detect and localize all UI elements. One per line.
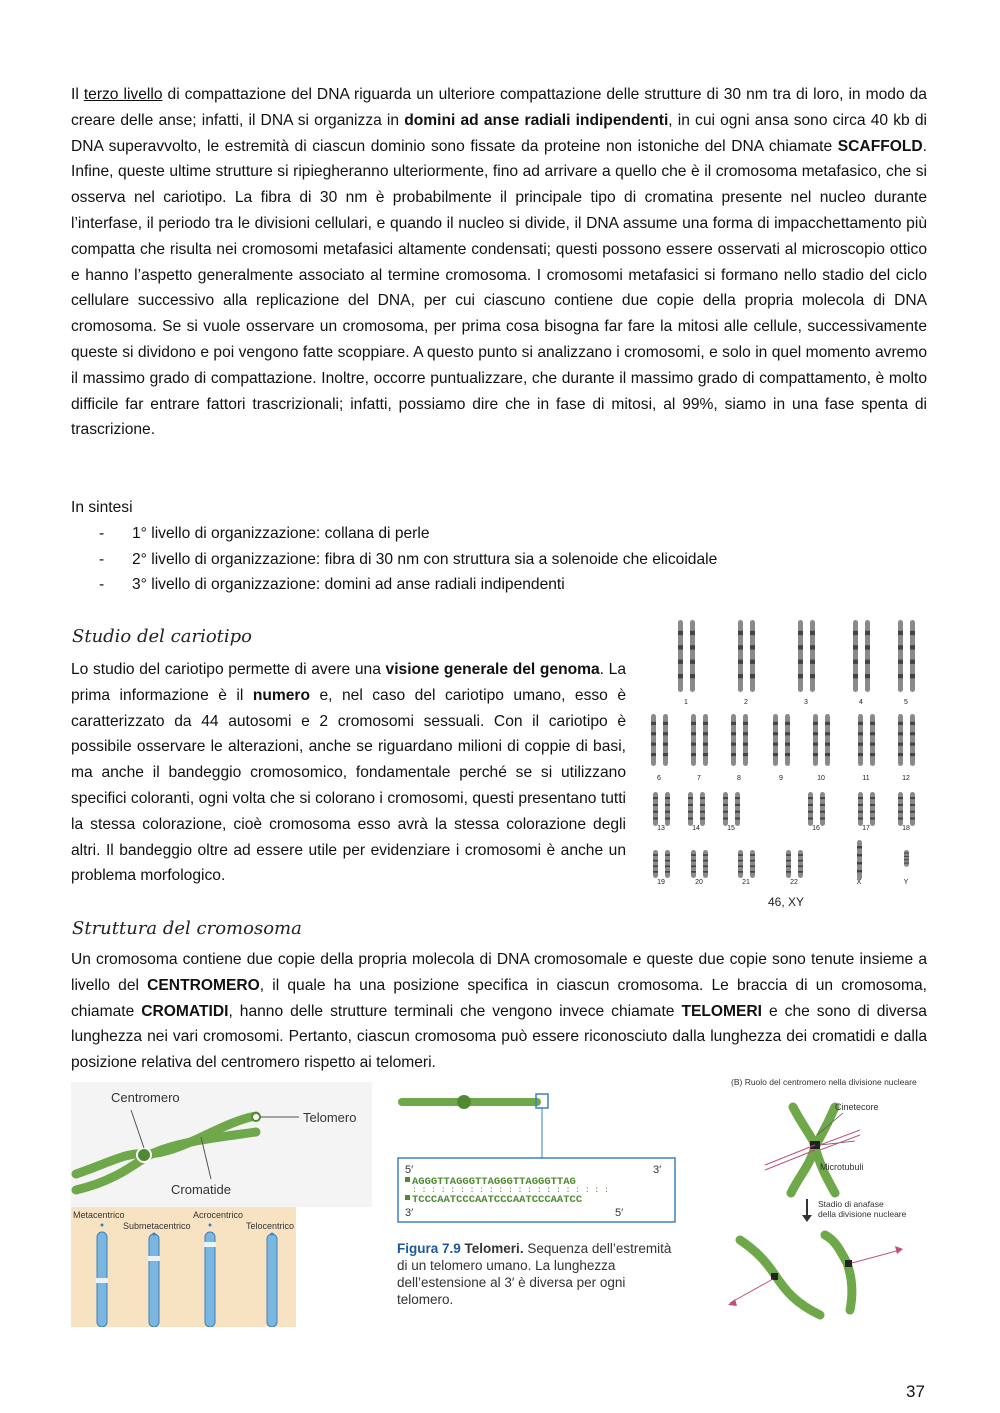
chromosome-band bbox=[808, 804, 813, 806]
chromosome bbox=[808, 792, 813, 826]
label-microtubuli: Microtubuli bbox=[820, 1162, 864, 1172]
chromosome-band bbox=[703, 753, 708, 756]
chromosome-band bbox=[898, 645, 903, 649]
chromosome-band bbox=[853, 660, 858, 664]
chromosome-band bbox=[690, 660, 695, 664]
chromosome-band bbox=[743, 743, 748, 746]
chromosome-band bbox=[904, 853, 909, 854]
chromosome-band bbox=[678, 674, 683, 678]
label-acrocentrico: Acrocentrico bbox=[193, 1210, 244, 1220]
chromosome-band bbox=[810, 631, 815, 635]
chromosome-label: X bbox=[856, 879, 862, 886]
chromosome-band bbox=[731, 722, 736, 725]
chromosome-band bbox=[750, 854, 755, 856]
chromosome-band bbox=[663, 722, 668, 725]
chromosome-band bbox=[785, 722, 790, 725]
chromosome-band bbox=[723, 797, 728, 799]
chromosome-band bbox=[723, 811, 728, 813]
chromosome bbox=[910, 620, 915, 692]
chromosome-band bbox=[910, 674, 915, 678]
label-cromatide: Cromatide bbox=[171, 1182, 231, 1197]
chromosome-band bbox=[703, 743, 708, 746]
chromosome-band bbox=[703, 860, 708, 862]
chromosome bbox=[738, 620, 743, 692]
chromosome-band bbox=[898, 732, 903, 735]
chromosome-band bbox=[738, 631, 743, 635]
chromosome-band bbox=[910, 797, 915, 799]
chromosome-band bbox=[735, 818, 740, 820]
chromosome-band bbox=[750, 645, 755, 649]
chromosome-label: 12 bbox=[902, 775, 910, 782]
chromosome bbox=[865, 620, 870, 692]
chromosome-band bbox=[858, 753, 863, 756]
chromosome-band bbox=[786, 871, 791, 873]
chromosome-band bbox=[808, 797, 813, 799]
chromosome-band bbox=[798, 631, 803, 635]
sequence-bottom: TCCCAATCCCAATCCCAATCCCAATCC bbox=[412, 1194, 583, 1206]
chromosome-band bbox=[703, 865, 708, 867]
chromosome-band bbox=[735, 797, 740, 799]
chromosome-band bbox=[870, 804, 875, 806]
karyotype-svg bbox=[641, 612, 931, 912]
bold-term: SCAFFOLD bbox=[837, 137, 923, 155]
chromosome-band bbox=[786, 860, 791, 862]
chromosome bbox=[703, 714, 708, 766]
chromosome-band bbox=[690, 631, 695, 635]
chromosome-band bbox=[858, 811, 863, 813]
chromosome-band bbox=[691, 854, 696, 856]
chromosome bbox=[723, 792, 728, 826]
chromosome-band bbox=[665, 871, 670, 873]
label-telocentrico: Telocentrico bbox=[246, 1221, 295, 1231]
label-metacentrico: Metacentrico bbox=[73, 1210, 125, 1220]
chromosome-band bbox=[813, 753, 818, 756]
chromosome-band bbox=[653, 871, 658, 873]
chromosome-band bbox=[731, 732, 736, 735]
chromosome-band bbox=[813, 722, 818, 725]
chromosome-band bbox=[700, 797, 705, 799]
page-number: 37 bbox=[906, 1382, 925, 1401]
chromosome bbox=[653, 792, 658, 826]
chromosome-band bbox=[700, 804, 705, 806]
chromosome-band bbox=[750, 860, 755, 862]
chromosome bbox=[853, 620, 858, 692]
chromosome-band bbox=[785, 732, 790, 735]
chromosome-band bbox=[870, 722, 875, 725]
chromosome-label: 18 bbox=[902, 825, 910, 832]
chromosome-band bbox=[723, 818, 728, 820]
chromosome-label: 14 bbox=[692, 825, 700, 832]
chromosome-band bbox=[665, 804, 670, 806]
chromosome-band bbox=[691, 860, 696, 862]
chromosome bbox=[750, 620, 755, 692]
telomere-figure bbox=[397, 1088, 677, 1328]
section-heading-cariotipo: Studio del cariotipo bbox=[72, 626, 253, 647]
chromosome-label: 22 bbox=[790, 879, 798, 886]
chromosome-band bbox=[700, 811, 705, 813]
chromosome-band bbox=[858, 722, 863, 725]
chromosome-band bbox=[663, 732, 668, 735]
chromosome-band bbox=[653, 797, 658, 799]
chromosome bbox=[910, 714, 915, 766]
chromosome-band bbox=[910, 645, 915, 649]
chromosome bbox=[898, 714, 903, 766]
chromosome-band bbox=[858, 732, 863, 735]
chromosome-label: 16 bbox=[812, 825, 820, 832]
chromosome bbox=[820, 792, 825, 826]
chromosome bbox=[665, 792, 670, 826]
chromosome-band bbox=[910, 743, 915, 746]
bold-term: CROMATIDI bbox=[141, 1002, 229, 1020]
chromosome-band bbox=[665, 860, 670, 862]
chromosome-band bbox=[808, 818, 813, 820]
chromosome-band bbox=[651, 743, 656, 746]
chromosome-band bbox=[688, 797, 693, 799]
chromosome-label: 1 bbox=[684, 699, 688, 706]
chromosome-label: 21 bbox=[742, 879, 750, 886]
chromosome-band bbox=[857, 846, 862, 848]
chromosome-band bbox=[691, 871, 696, 873]
chromosome-band bbox=[858, 797, 863, 799]
chromosome-band bbox=[738, 674, 743, 678]
chromosome bbox=[870, 792, 875, 826]
chromosome-band bbox=[825, 722, 830, 725]
chromosome-band bbox=[825, 753, 830, 756]
label-3prime-bottom: 3′ bbox=[405, 1207, 414, 1219]
chromosome-band bbox=[898, 797, 903, 799]
chromosome-anatomy-figure bbox=[71, 1082, 372, 1327]
chromosome-band bbox=[820, 804, 825, 806]
chromosome-band bbox=[870, 818, 875, 820]
chromosome-band bbox=[798, 645, 803, 649]
chromosome-band bbox=[691, 753, 696, 756]
bold-term: numero bbox=[252, 686, 310, 704]
chromosome-band bbox=[898, 660, 903, 664]
chromosome-band bbox=[820, 797, 825, 799]
chromosome bbox=[910, 792, 915, 826]
chromosome-band bbox=[853, 674, 858, 678]
chromosome-band bbox=[825, 743, 830, 746]
bold-term: TELOMERI bbox=[681, 1002, 763, 1020]
chromosome-band bbox=[750, 871, 755, 873]
paragraph-third-level: Il terzo livello di compattazione del DNA riguarda un ulteriore compattazione delle strutture di 30 nm tra di loro, in modo da creare delle anse; infatti, il DNA si organizza in domini ad anse radiali indipendenti, in cui ogni ansa sono circa 40 kb di DNA superavvolto, le estremità di ciascun dominio sono fissate da proteine non istoniche del DNA chiamate SCAFFOLD. Infine, queste ultime strutture si ripiegheranno ulteriormente, fino ad arrivare a quello che è il cromosoma metafasico, che si osserva nel cariotipo. La fibra di 30 nm è probabilmente il principale tipo di cromatina presente nel nucleo durante l’interfase, il periodo tra le divisioni cellulari, e quando il nucleo si divide, il DNA assume una forma di impacchettamento più compatta che risulta nei cromosomi metafasici altamente condensati; questi possono essere osservati al microscopio ottico e hanno l’aspetto generalmente associato al termine cromosoma. I cromosomi metafasici si formano nello stadio del ciclo cellulare successivo alla replicazione del DNA, per cui ciascuno contiene due copie della propria molecola di DNA cromosoma. Se si vuole osservare un cromosoma, per prima cosa bisogna far fare la mitosi alle cellule, successivamente queste si dividono e poi vengono fatte scoppiare. A questo punto si analizzano i cromosomi, e solo in quel momento avremo il massimo grado di compattazione. Inoltre, occorre puntualizzare, che durante il massimo grado di compattamento, è molto difficile far entrare fattori trascrizionali; infatti, possiamo dire che in fase di mitosi, al 99%, siamo in una fase spenta di trascrizione. bbox=[71, 86, 927, 439]
chromosome-band bbox=[910, 804, 915, 806]
list-item: - 2° livello di organizzazione: fibra di 30 nm con struttura sia a solenoide che elicoidale bbox=[99, 550, 718, 568]
chromosome-label: Y bbox=[903, 879, 909, 886]
chromosome-band bbox=[810, 674, 815, 678]
label-submetacentrico: Submetacentrico bbox=[123, 1221, 191, 1231]
chromosome-band bbox=[808, 811, 813, 813]
chromosome-band bbox=[665, 811, 670, 813]
chromosome-band bbox=[858, 743, 863, 746]
figure-title: (B) Ruolo del centromero nella divisione nucleare bbox=[731, 1077, 917, 1087]
chromosome-band bbox=[688, 811, 693, 813]
chromosome-band bbox=[750, 660, 755, 664]
chromosome-band bbox=[663, 743, 668, 746]
chromosome-band bbox=[910, 631, 915, 635]
chromosome-label: 5 bbox=[904, 699, 908, 706]
chromosome-band bbox=[743, 722, 748, 725]
chromosome-label: 13 bbox=[657, 825, 665, 832]
chromosome-band bbox=[898, 818, 903, 820]
chromosome-band bbox=[898, 722, 903, 725]
list-item: - 3° livello di organizzazione: domini ad anse radiali indipendenti bbox=[99, 576, 565, 594]
paragraph-struttura: Un cromosoma contiene due copie della propria molecola di DNA cromosomale e queste due copie sono tenute insieme a livello del CENTROMERO, il quale ha una posizione specifica in ciascun cromosoma. Le braccia di un cromosoma, chiamate CROMATIDI, hanno delle strutture terminali che vengono invece chiamate TELOMERI e che sono di diversa lunghezza nei vari cromosomi. Pertanto, ciascun cromosoma può essere riconosciuto dalla lunghezza dei cromatidi e dalla posizione relativa del centromero rispetto ai telomeri. bbox=[71, 951, 928, 1072]
list-item: - 1° livello di organizzazione: collana di perle bbox=[99, 524, 430, 542]
summary-list bbox=[71, 521, 927, 598]
chromosome-band bbox=[651, 732, 656, 735]
chromosome-band bbox=[785, 753, 790, 756]
sequence-top: AGGGTTAGGGTTAGGGTTAGGGTTAG bbox=[412, 1176, 576, 1188]
chromosome-label: 7 bbox=[697, 775, 701, 782]
chromosome-band bbox=[665, 797, 670, 799]
chromosome-band bbox=[651, 753, 656, 756]
chromosome-band bbox=[773, 722, 778, 725]
chromosome-band bbox=[870, 753, 875, 756]
chromosome-band bbox=[738, 854, 743, 856]
chromosome-band bbox=[738, 860, 743, 862]
chromosome-band bbox=[691, 865, 696, 867]
chromosome-band bbox=[898, 811, 903, 813]
chromosome bbox=[690, 620, 695, 692]
chromosome-band bbox=[798, 674, 803, 678]
chromosome-label: 6 bbox=[657, 775, 661, 782]
chromosome bbox=[691, 714, 696, 766]
chromosome-band bbox=[857, 870, 862, 872]
chromosome-band bbox=[786, 854, 791, 856]
section-heading-struttura: Struttura del cromosoma bbox=[72, 918, 302, 939]
chromosome-band bbox=[735, 804, 740, 806]
chromosome-band bbox=[870, 797, 875, 799]
chromosome-band bbox=[690, 674, 695, 678]
chromosome bbox=[858, 714, 863, 766]
chromosome-label: 17 bbox=[862, 825, 870, 832]
chromosome-band bbox=[870, 743, 875, 746]
chromosome-band bbox=[653, 854, 658, 856]
chromosome-band bbox=[663, 753, 668, 756]
chromosome-band bbox=[653, 804, 658, 806]
chromosome-band bbox=[853, 631, 858, 635]
chromosome-band bbox=[738, 660, 743, 664]
chromosome-label: 8 bbox=[737, 775, 741, 782]
chromosome-band bbox=[798, 660, 803, 664]
label-centromero: Centromero bbox=[111, 1090, 180, 1105]
chromosome bbox=[678, 620, 683, 692]
chromosome-band bbox=[898, 674, 903, 678]
chromosome-band bbox=[857, 854, 862, 856]
chromosome-band bbox=[723, 804, 728, 806]
chromosome-band bbox=[910, 811, 915, 813]
chromosome-band bbox=[810, 645, 815, 649]
chromosome-band bbox=[798, 860, 803, 862]
bold-term: CENTROMERO bbox=[147, 976, 260, 994]
chromosome-label: 11 bbox=[862, 775, 870, 782]
chromosome bbox=[743, 714, 748, 766]
chromosome-label: 15 bbox=[727, 825, 735, 832]
chromosome-band bbox=[865, 631, 870, 635]
chromosome-band bbox=[785, 743, 790, 746]
label-5prime-bottom: 5′ bbox=[615, 1207, 624, 1219]
chromosome-band bbox=[773, 743, 778, 746]
chromosome-band bbox=[743, 753, 748, 756]
chromosome-band bbox=[738, 645, 743, 649]
karyotype-caption: 46, XY bbox=[767, 895, 805, 909]
chromosome-band bbox=[865, 645, 870, 649]
chromosome-band bbox=[904, 856, 909, 857]
chromosome bbox=[813, 714, 818, 766]
bold-term: visione generale del genoma bbox=[385, 661, 600, 678]
chromosome-band bbox=[870, 732, 875, 735]
chromosome bbox=[825, 714, 830, 766]
paragraph-cariotipo: Lo studio del cariotipo permette di avere una visione generale del genoma. La prima informazione è il numero e, nel caso del cariotipo umano, esso è caratterizzato da 44 autosomi e 2 cromosomi sessuali. Con il cariotipo è possibile osservare le alterazioni, anche se riguardano milioni di coppie di basi, ma anche il bandeggio cromosomico, fondamentale perché se si utilizzano specifici coloranti, ogni volta che si colorano i cromosomi, questi presentano tutti la stessa colorazione, cioè cromosoma esso avrà la stessa colorazione degli altri. Il bandeggio oltre ad essere utile per evidenziare i cromosomi è anche un problema morfologico. bbox=[71, 661, 626, 885]
chromosome-band bbox=[738, 871, 743, 873]
chromosome-band bbox=[786, 865, 791, 867]
chromosome bbox=[700, 792, 705, 826]
chromosome-band bbox=[910, 660, 915, 664]
chromosome-band bbox=[691, 732, 696, 735]
chromosome-band bbox=[910, 818, 915, 820]
chromosome-band bbox=[665, 854, 670, 856]
label-cinetecore: Cinetecore bbox=[835, 1102, 879, 1112]
chromosome-band bbox=[750, 865, 755, 867]
chromosome bbox=[798, 620, 803, 692]
chromosome-band bbox=[731, 743, 736, 746]
chromosome-band bbox=[858, 804, 863, 806]
chromosome-band bbox=[910, 732, 915, 735]
chromosome-band bbox=[703, 871, 708, 873]
chromosome-band bbox=[825, 732, 830, 735]
chromosome-band bbox=[653, 811, 658, 813]
chromosome-band bbox=[813, 732, 818, 735]
figure-caption: Figura 7.9 Telomeri. Sequenza dell’estremità di un telomero umano. La lunghezza dell’estensione al 3′ è diversa per ogni telomero. bbox=[397, 1241, 672, 1307]
chromosome-band bbox=[858, 818, 863, 820]
chromosome-band bbox=[773, 753, 778, 756]
label-5prime-top: 5′ bbox=[405, 1164, 414, 1176]
chromosome-band bbox=[653, 860, 658, 862]
chromosome-band bbox=[738, 865, 743, 867]
chromosome-band bbox=[865, 660, 870, 664]
summary-section bbox=[71, 495, 927, 598]
chromosome-band bbox=[865, 674, 870, 678]
chromosome-label: 2 bbox=[744, 699, 748, 706]
chromosome-band bbox=[898, 631, 903, 635]
chromosome-band bbox=[898, 753, 903, 756]
chromosome bbox=[810, 620, 815, 692]
label-stage-2: della divisione nucleare bbox=[818, 1209, 907, 1219]
chromosome-band bbox=[690, 645, 695, 649]
chromosome bbox=[688, 792, 693, 826]
chromosome-band bbox=[773, 732, 778, 735]
chromosome-band bbox=[688, 804, 693, 806]
chromosome-label: 10 bbox=[817, 775, 825, 782]
label-stage-1: Stadio di anafase bbox=[818, 1199, 884, 1209]
chromosome-band bbox=[898, 743, 903, 746]
chromosome-band bbox=[691, 743, 696, 746]
svg-text:: : : : : : : : : : : : : : :: : : : : : : : : : : : : : : : : : : : : : bbox=[412, 1186, 609, 1195]
underlined-term: terzo livello bbox=[83, 86, 163, 103]
chromosome-band bbox=[813, 743, 818, 746]
chromosome-band bbox=[703, 722, 708, 725]
chromosome-band bbox=[651, 722, 656, 725]
label-3prime-top: 3′ bbox=[653, 1164, 662, 1176]
chromosome-band bbox=[798, 865, 803, 867]
chromosome-band bbox=[820, 818, 825, 820]
chromosome-band bbox=[743, 732, 748, 735]
chromosome-band bbox=[870, 811, 875, 813]
chromosome-band bbox=[703, 732, 708, 735]
summary-title: In sintesi bbox=[71, 499, 133, 516]
chromosome bbox=[651, 714, 656, 766]
chromosome-band bbox=[910, 722, 915, 725]
chromosome bbox=[663, 714, 668, 766]
chromosome-band bbox=[820, 811, 825, 813]
chromosome-band bbox=[853, 645, 858, 649]
chromosome-band bbox=[665, 865, 670, 867]
chromosome-band bbox=[700, 818, 705, 820]
chromosome-label: 9 bbox=[779, 775, 783, 782]
chromosome-label: 20 bbox=[695, 879, 703, 886]
chromosome-band bbox=[904, 863, 909, 864]
chromosome-band bbox=[653, 865, 658, 867]
karyotype-image bbox=[641, 612, 931, 912]
chromosome-band bbox=[904, 859, 909, 860]
chromosome-band bbox=[665, 818, 670, 820]
chromosome-band bbox=[750, 631, 755, 635]
chromosome bbox=[898, 792, 903, 826]
chromosome-band bbox=[810, 660, 815, 664]
chromosome-band bbox=[735, 811, 740, 813]
chromosome bbox=[731, 714, 736, 766]
bold-term: domini ad anse radiali indipendenti bbox=[404, 111, 669, 129]
chromosome-band bbox=[910, 753, 915, 756]
centromere-division-figure bbox=[725, 1075, 930, 1325]
chromosome-band bbox=[857, 862, 862, 864]
chromosome-label: 4 bbox=[859, 699, 863, 706]
chromosome-band bbox=[798, 871, 803, 873]
chromosome bbox=[898, 620, 903, 692]
label-telomero: Telomero bbox=[303, 1110, 357, 1125]
chromosome-band bbox=[653, 818, 658, 820]
chromosome-band bbox=[798, 854, 803, 856]
chromosome bbox=[870, 714, 875, 766]
chromosome-band bbox=[731, 753, 736, 756]
chromosome-label: 19 bbox=[657, 879, 665, 886]
chromosome bbox=[735, 792, 740, 826]
chromosome bbox=[858, 792, 863, 826]
chromosome-band bbox=[678, 645, 683, 649]
chromosome-band bbox=[691, 722, 696, 725]
chromosome-label: 3 bbox=[804, 699, 808, 706]
chromosome-band bbox=[898, 804, 903, 806]
chromosome bbox=[785, 714, 790, 766]
chromosome-band bbox=[688, 818, 693, 820]
chromosome-band bbox=[703, 854, 708, 856]
chromosome-band bbox=[678, 631, 683, 635]
chromosome-band bbox=[678, 660, 683, 664]
chromosome-band bbox=[750, 674, 755, 678]
chromosome bbox=[773, 714, 778, 766]
